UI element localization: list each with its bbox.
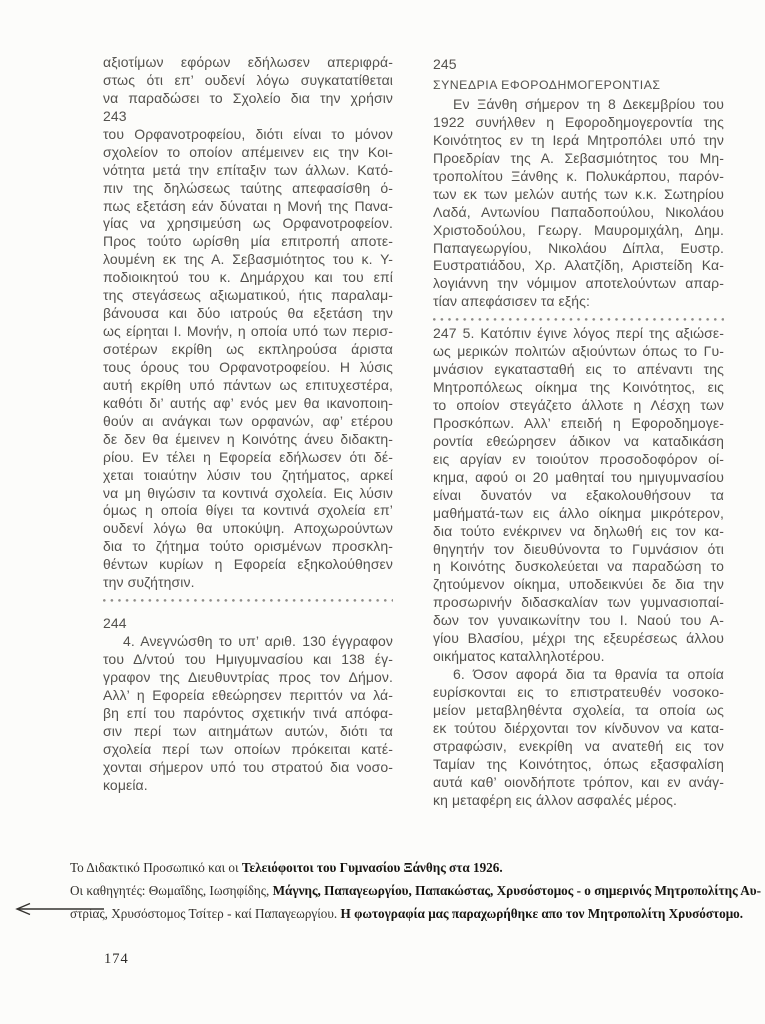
text-line: γίας να χρησιμεύση ως Ορφανοτροφείον.	[103, 215, 393, 232]
text-line: θούν αι ανάγκαι των ορφανών, αφ’ ετέρου	[103, 412, 393, 429]
text-line: προσωρινήν διδασκαλίαν των γυμνασιοπαί-	[433, 594, 724, 611]
photo-caption	[70, 856, 760, 925]
text-line: κημα, αφού οι 20 μαθηταί του ημιγυμνασίου	[433, 468, 724, 485]
text-line: αξιοτίμων εφόρων εδήλωσεν απεριφρά-	[103, 54, 393, 70]
text-line: Παπαγεωργίου, Νικολάου Δίπλα, Ευστρ.	[433, 239, 724, 256]
text-line: της στεγάσεως αξιωματικού, ήτις παραλαμ-	[103, 287, 393, 304]
text-line: θέντων κυρίων η Εφορεία εξηκολούθησεν	[103, 556, 393, 573]
text-line: ευρίσκονται εις το επιστρατευθέν νοσοκο-	[433, 684, 724, 700]
text-line: Μητροπόλεως οίκημα της Κοινότητος, εις	[433, 379, 724, 396]
page-number: 174	[104, 951, 129, 967]
left-text-column	[103, 54, 393, 795]
text-line: γίου Βλασίου, μέχρι της εξευρέσεως άλλου	[433, 630, 724, 647]
text-line: ποδιοικητού του κ. Δημάρχου και του επί	[103, 269, 393, 286]
text-line: 247 5. Κατόπιν έγινε λόγος περί της αξιώσε-	[433, 325, 724, 342]
caption-text-regular: Το Διδακτικό Προσωπικό και οι	[70, 860, 242, 875]
text-line: κομεία.	[103, 776, 148, 793]
text-line: βη επί του παρόντος σχετικήν τινά απόφα-	[103, 704, 393, 721]
caption-text-bold: Τελειόφοιτοι του Γυμνασίου Ξάνθης στα 1926.	[241, 860, 503, 875]
text-line: ως μερικών πολιτών αξιούντων όπως το Γυ-	[433, 343, 724, 360]
text-line: τίαν απεφάσισεν τα εξής:	[433, 293, 590, 310]
text-line: 243	[103, 107, 127, 124]
text-line: είναι δυνατόν να εξακολουθήσουν τα	[433, 486, 724, 503]
text-line: λογιάννη την νόμιμον αποτελούντων απαρ-	[433, 275, 724, 292]
text-line: μαθήματά-των εις άλλο οίκημα μικρότερον,	[433, 504, 724, 521]
dotted-separator	[103, 592, 393, 606]
caption-text-bold: Μάγνης, Παπαγεωργίου, Παπακώστας, Χρυσόστομος - ο σημερινός Μητροπολίτης Αυ-	[272, 883, 761, 898]
text-line: να παραδώσει το Σχολείο δια την χρήσιν	[103, 89, 393, 106]
text-line: Ευστρατιάδου, Χρ. Αλατζίδη, Αριστείδη Κα-	[433, 257, 724, 274]
spacer	[103, 606, 393, 615]
text-line: Προεδρίαν της Α. Σεβασμιότητος του Μη-	[433, 149, 724, 166]
text-line: δε δεν θα έμεινεν η Κοινότης άνευ διδακτη-	[103, 430, 393, 447]
text-line: 1922 συνήλθεν η Εφοροδημογεροντία της	[433, 113, 724, 130]
text-line: τροπολίτου Ξάνθης κ. Πολυκάρπου, παρόν-	[433, 167, 724, 184]
section-heading: ΣΥΝΕΔΡΙΑ ΕΦΟΡΟΔΗΜΟΓΕΡΟΝΤΙΑΣ	[433, 78, 661, 92]
text-line: χονται σήμερον υπό του στρατού δια νοσο-	[103, 758, 393, 775]
text-line: εκ τούτου διέρχονται τον κίνδυνον να κατα-	[433, 719, 724, 736]
text-line: αυτά καθ’ οιονδήποτε τρόπον, και εν ανάγ-	[433, 773, 724, 790]
text-line: Προσκόπων. Αλλ’ επειδή η Εφοροδημογε-	[433, 414, 724, 431]
text-line: οικήματος καταλληλοτέρου.	[433, 648, 605, 665]
caption-line-1	[70, 856, 760, 879]
right-text-column	[433, 54, 724, 810]
text-line: σοτέρων εκρίθη ως εκπληρούσα άριστα	[103, 341, 393, 357]
text-line: μείον μεταβληθέντα σχολεία, τα οποία ως	[433, 701, 724, 718]
caption-text-bold: Η φωτογραφία μας παραχωρήθηκε απο τον Μητροπολίτη Χρυσόστομο.	[340, 906, 744, 921]
text-line: Εν Ξάνθη σήμερον τη 8 Δεκεμβρίου του	[453, 96, 724, 112]
text-line: Χριστοδούλου, Γεωργ. Μαυρομιχάλη, Δημ.	[433, 221, 724, 238]
text-line: δια τούτο ενέκρινεν να δηλωθή εις τον κα-	[433, 522, 724, 539]
text-line: καθότι δι’ αυτής αφ’ ενός μεν θα ικανοποιη-	[103, 394, 393, 411]
text-line: Κοινότητος εν τη Ιερά Μητροπόλει υπό την	[433, 131, 724, 148]
text-line: αυτή εκρίθη υπό πάντων ως επιτυχεστέρα,	[103, 376, 393, 393]
text-line: η Κοινότης δυσκολεύεται να παραδώση το	[433, 558, 724, 575]
caption-text-regular: στρίας, Χρυσόστομος Τσίτερ - καί Παπαγεωργίου.	[70, 906, 341, 921]
text-line: λουμένη εκ της Α. Σεβασμιότητος του κ. Υ-	[103, 251, 393, 268]
text-line: νότητα μετά την επίταξιν των άλλων. Κατό-	[103, 161, 393, 178]
text-line: πιν της δηλώσεως ταύτης απεφασίσθη ό-	[103, 179, 393, 196]
text-line: 245	[433, 56, 457, 72]
caption-text-regular: Οι καθηγητές: Θωμαΐδης, Ιωσηφίδης,	[70, 883, 273, 898]
left-arrow-icon	[6, 900, 108, 918]
text-line: πως εξετάση εάν δύναται η Μονή της Πανα-	[103, 197, 393, 214]
text-line: Αλλ’ η Εφορεία εθεώρησεν περιττόν να λά-	[103, 686, 393, 703]
caption-line-2	[70, 879, 760, 902]
text-line: σχολεία περί των οποίων πρόκειται κατέ-	[103, 740, 393, 757]
text-line: την συζήτησιν.	[103, 574, 195, 591]
text-line: θηγητήν τον διευθύνοντα το Γυμνάσιον ότι	[433, 540, 724, 557]
text-line: μνάσιον εγκατασταθή εις το απέναντι της	[433, 361, 724, 378]
dotted-separator	[433, 311, 724, 325]
text-line: 6. Όσον αφορά δια τα θρανία τα οποία	[453, 666, 724, 683]
text-line: στραφώσιν, ενεκρίθη να ανατεθή εις τον	[433, 737, 724, 754]
text-line: ζητούμενον οίκημα, υποδεικνύει δε δια την	[433, 576, 724, 593]
text-line: να μη θιγώσιν τα κοντινά σχολεία. Εις λύσιν	[103, 484, 393, 501]
text-line: στως ότι επ’ ουδενί λόγω συγκατατίθεται	[103, 71, 393, 88]
text-line: κη μεταφέρη εις άλλον ασφαλές μέρος.	[433, 791, 677, 808]
text-line: όμως η οποία θίγει τα κοντινά σχολεία επ’	[103, 502, 393, 519]
text-line: σιν περί των αιτημάτων αυτών, διότι τα	[103, 722, 393, 739]
text-line: ροντία εθεώρησεν άδικον να καταδικάση	[433, 432, 724, 449]
text-line: δια το ζήτημα τούτο ορισμένων προσκλη-	[103, 538, 393, 555]
text-line: το οποίον στεγάζετο άλλοτε η Λέσχη των	[433, 397, 724, 413]
text-line: Προς τούτο ωρίσθη μία επιτροπή αποτε-	[103, 233, 393, 250]
text-line: 244	[103, 615, 127, 632]
text-line: του Δ/ντού του Ημιγυμνασίου και 138 έγ-	[103, 651, 393, 667]
text-line: των εκ των μελών αυτής των κ.κ. Σωτηρίου	[433, 185, 724, 202]
text-line: χεται τοιαύτην λύσιν του ζητήματος, αρκεί	[103, 466, 393, 483]
text-line: δων τον γυναικωνίτην του Ι. Ναού του Α-	[433, 612, 724, 629]
text-line: Ταμίαν της Κοινότητος, όπως εξασφαλίση	[433, 755, 724, 772]
text-line: εις αργίαν εν τοιούτον προσοδοφόρον οί-	[433, 450, 724, 467]
text-line: ουδενί λόγω θα υποκύψη. Αποχωρούντων	[103, 520, 393, 537]
text-line: τους όρους του Ορφανοτροφείου. Η λύσις	[103, 358, 393, 375]
caption-line-3	[70, 902, 760, 925]
text-line: 4. Ανεγνώσθη το υπ’ αριθ. 130 έγγραφον	[123, 633, 393, 650]
text-line: σχολείον το οποίον απέμεινεν εις την Κοι-	[103, 143, 393, 160]
text-line: βάνουσα και δύο ιατρούς θα εξετάση την	[103, 305, 393, 322]
text-line: Λαδά, Αντωνίου Παπαδοπούλου, Νικολάου	[433, 203, 724, 220]
text-line: γραφον της Διευθυντρίας προς τον Δήμον.	[103, 668, 393, 685]
text-line: ως είρηται Ι. Μονήν, η οποία υπό των περισ-	[103, 323, 393, 340]
text-line: ρίου. Εν τέλει η Εφορεία εδήλωσεν ότι δέ-	[103, 448, 393, 465]
text-line: του Ορφανοτροφείου, διότι είναι το μόνον	[103, 125, 393, 142]
